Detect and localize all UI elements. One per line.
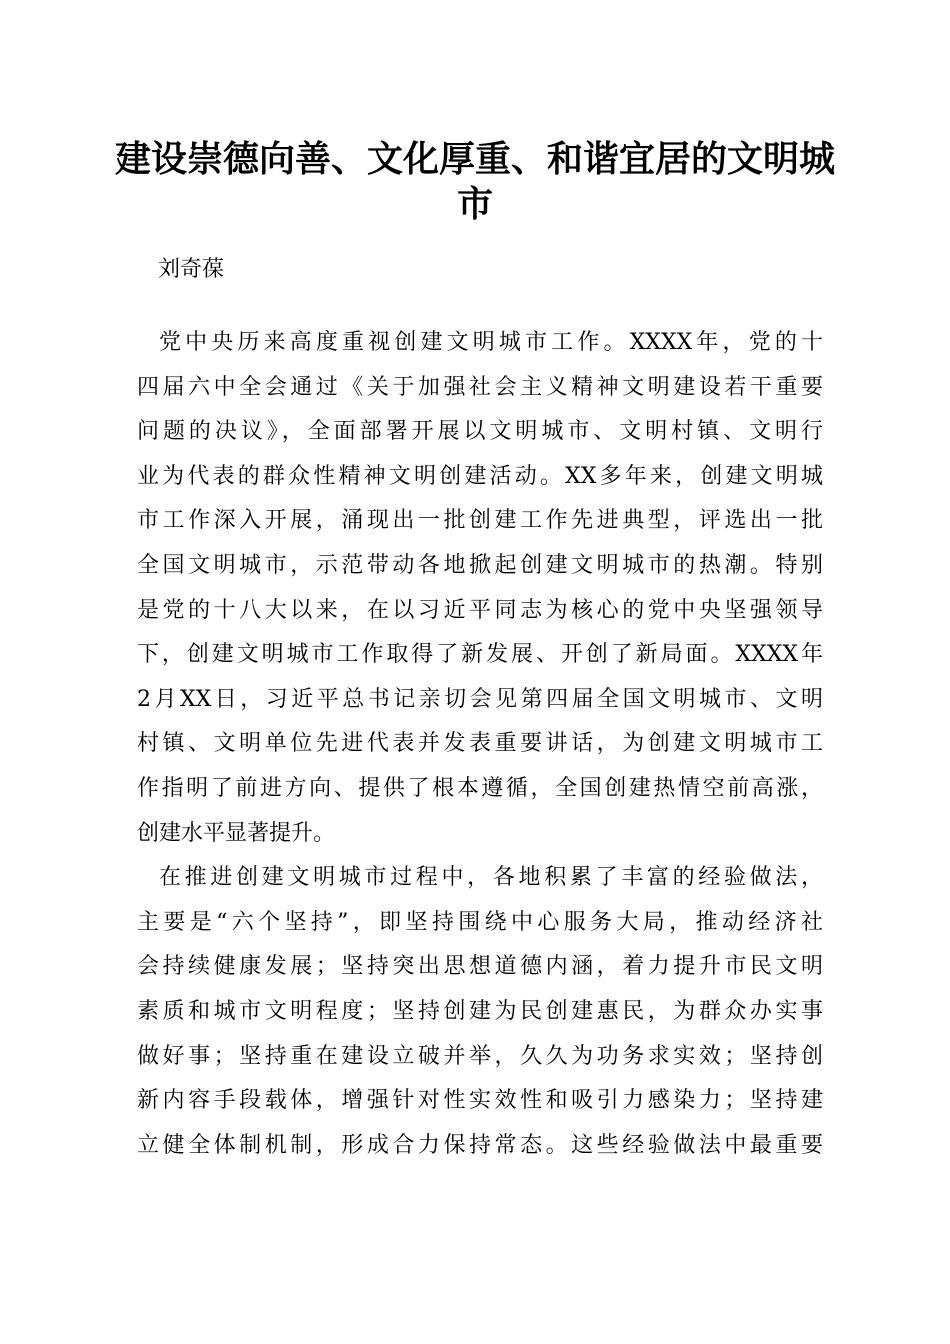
text-line: 创建水平显著提升。 [137, 820, 336, 846]
text-line: 是党的十八大以来，在以习近平同志为核心的党中央坚强领导 [137, 597, 823, 623]
text-line: 四届六中全会通过《关于加强社会主义精神文明建设若干重要 [137, 374, 823, 400]
text-line: 全国文明城市，示范带动各地掀起创建文明城市的热潮。特别 [137, 552, 823, 578]
text-line: 素质和城市文明程度；坚持创建为民创建惠民，为群众办实事 [137, 998, 823, 1024]
document-body [137, 321, 823, 1168]
text-line: 做好事；坚持重在建设立破并举，久久为功务求实效；坚持创 [137, 1043, 823, 1069]
paragraph-1 [137, 321, 823, 856]
author-name: 刘奇葆 [158, 257, 225, 282]
text-line: 下，创建文明城市工作取得了新发展、开创了新局面。XXXX年 [137, 642, 823, 668]
text-line: 在推进创建文明城市过程中，各地积累了丰富的经验做法， [159, 865, 823, 891]
text-line: 业为代表的群众性精神文明创建活动。XX多年来，创建文明城 [137, 463, 823, 489]
text-line: 党中央历来高度重视创建文明城市工作。XXXX年，党的十 [159, 330, 823, 355]
text-line: 2月XX日，习近平总书记亲切会见第四届全国文明城市、文明 [137, 686, 823, 712]
text-line: 新内容手段载体，增强针对性实效性和吸引力感染力；坚持建 [137, 1088, 823, 1114]
document-title-line-2: 市 [456, 183, 493, 225]
text-line: 主要是“六个坚持”，即坚持围绕中心服务大局，推动经济社 [137, 909, 823, 935]
text-line: 立健全体制机制，形成合力保持常态。这些经验做法中最重要 [137, 1132, 823, 1158]
paragraph-2 [137, 856, 823, 1168]
text-line: 作指明了前进方向、提供了根本遵循，全国创建热情空前高涨， [137, 775, 823, 801]
text-line: 村镇、文明单位先进代表并发表重要讲话，为创建文明城市工 [137, 731, 823, 757]
text-line: 市工作深入开展，涌现出一批创建工作先进典型，评选出一批 [137, 508, 823, 534]
text-line: 问题的决议》，全面部署开展以文明城市、文明村镇、文明行 [137, 419, 823, 445]
text-line: 会持续健康发展；坚持突出思想道德内涵，着力提升市民文明 [137, 954, 823, 980]
document-title-line-1: 建设崇德向善、文化厚重、和谐宜居的文明城 [114, 138, 835, 180]
